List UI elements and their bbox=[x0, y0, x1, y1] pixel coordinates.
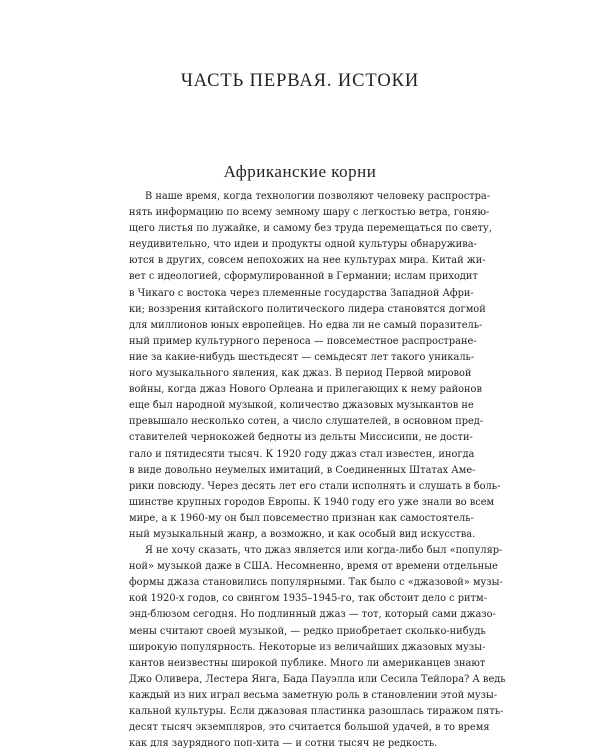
text-line: шинстве крупных городов Европы. К 1940 году его уже знали во всем bbox=[129, 496, 495, 508]
text-line: каждый из них играл весьма заметную роль в становлении этой музы- bbox=[129, 689, 498, 701]
text-line: мире, а к 1960-му он был повсеместно признан как самостоятель- bbox=[129, 512, 474, 524]
part-title: ЧАСТЬ ПЕРВАЯ. ИСТОКИ bbox=[180, 71, 420, 91]
text-line: ставителей чернокожей бедноты из дельты Миссисипи, не дости- bbox=[129, 432, 473, 444]
paragraph-1 bbox=[129, 189, 501, 543]
text-line: кой 1920-х годов, со свингом 1935–1945-го, так обстоит дело с ритм- bbox=[129, 593, 487, 605]
text-line: в виде довольно неумелых имитаций, в Соединенных Штатах Аме- bbox=[129, 464, 476, 476]
text-line: неудивительно, что идеи и продукты одной культуры обнаружива- bbox=[129, 239, 477, 251]
text-line: ный музыкальный жанр, а возможно, и как особый вид искусства. bbox=[129, 528, 476, 540]
text-line: ки; воззрения китайского политического лидера становятся догмой bbox=[129, 303, 486, 315]
text-line: ние за какие-нибудь шестьдесят — семьдесят лет такого уникаль- bbox=[129, 351, 475, 363]
text-line: войны, когда джаз Нового Орлеана и прилегающих к нему районов bbox=[129, 384, 482, 396]
text-line: широкую популярность. Некоторые из величайших джазовых музы- bbox=[129, 641, 486, 653]
text-line: формы джаза становились популярными. Так было с «джазовой» музы- bbox=[129, 577, 503, 589]
text-line: вет с идеологией, сформулированной в Германии; ислам приходит bbox=[129, 271, 478, 283]
text-line: гало и пятидесяти тысяч. К 1920 году джаз стал известен, иногда bbox=[129, 448, 475, 460]
text-line: нять информацию по всему земному шару с легкостью ветра, гоняю- bbox=[129, 207, 490, 219]
text-line: превышало несколько сотен, а число слушателей, в основном пред- bbox=[129, 416, 484, 428]
body-text bbox=[129, 189, 506, 752]
text-line: десят тысяч экземпляров, это считается большой удачей, в то время bbox=[129, 722, 490, 734]
text-line: мены считают своей музыкой, — редко приобретает сколько-нибудь bbox=[129, 625, 486, 637]
text-line: кантов неизвестны широкой публике. Много ли американцев знают bbox=[129, 657, 486, 669]
text-line: для миллионов юных европейцев. Но едва ли не самый поразитель- bbox=[129, 319, 483, 331]
text-line: ются в других, совсем непохожих на нее культурах мира. Китай жи- bbox=[129, 255, 486, 267]
paragraph-2 bbox=[129, 543, 506, 752]
text-line: ного музыкального явления, как джаз. В период Первой мировой bbox=[129, 368, 472, 380]
text-line: Я не хочу сказать, что джаз является или когда-либо был «популяр- bbox=[145, 545, 503, 557]
text-line: энд-блюзом сегодня. Но подлинный джаз — тот, который сами джазо- bbox=[129, 609, 496, 621]
text-line: кальной культуры. Если джазовая пластинка разошлась тиражом пять- bbox=[129, 706, 504, 717]
text-line: как для заурядного поп-хита — и сотни тысяч не редкость. bbox=[129, 738, 438, 750]
text-line: ной» музыкой даже в США. Несомненно, время от времени отдельные bbox=[129, 561, 498, 573]
text-line: в Чикаго с востока через племенные государства Западной Афри- bbox=[129, 287, 474, 299]
text-line: ный пример культурного переноса — повсеместное распростране- bbox=[129, 335, 477, 347]
chapter-title: Африканские корни bbox=[223, 162, 377, 181]
text-line: В наше время, когда технологии позволяют человеку распростра- bbox=[145, 191, 491, 202]
text-line: щего листья по лужайке, и самому без труда перемещаться по свету, bbox=[129, 223, 492, 235]
text-line: еще был народной музыкой, количество джазовых музыкантов не bbox=[129, 400, 474, 412]
text-line: Джо Оливера, Лестера Янга, Бада Пауэлла или Сесила Тейлора? А ведь bbox=[129, 673, 506, 685]
text-line: рики повсюду. Через десять лет его стали исполнять и слушать в боль- bbox=[129, 480, 501, 492]
